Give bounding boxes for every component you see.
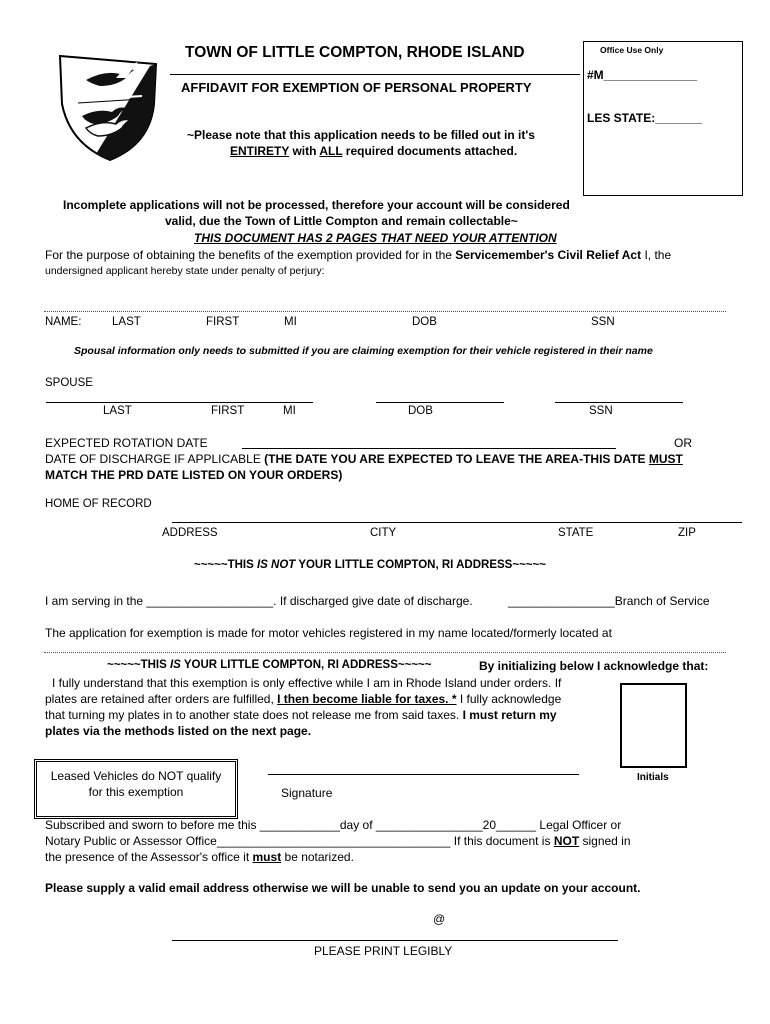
- discharge-label: DATE OF DISCHARGE IF APPLICABLE (THE DATE YOU ARE EXPECTED TO LEAVE THE AREA-THIS DATE MUST: [45, 452, 683, 466]
- spouse-note: Spousal information only needs to submitted if you are claiming exemption for their vehicle registered in their name: [74, 345, 653, 357]
- town-seal-logo: [56, 52, 160, 164]
- initial-acknowledge-label: By initializing below I acknowledge that:: [479, 659, 709, 673]
- initials-label: Initials: [637, 772, 669, 783]
- branch-of-service-field[interactable]: ________________Branch of Service: [508, 594, 710, 608]
- home-of-record-label: HOME OF RECORD: [45, 498, 152, 510]
- spouse-ssn-line[interactable]: [555, 402, 683, 403]
- note-line-2: ENTIRETY with ALL required documents attached.: [230, 144, 518, 158]
- state-label: STATE: [558, 527, 594, 539]
- is-address-notice: ~~~~~THIS IS YOUR LITTLE COMPTON, RI ADDRESS~~~~~: [107, 659, 432, 671]
- signature-label: Signature: [281, 786, 333, 800]
- name-label: NAME:: [45, 316, 82, 328]
- ssn-label: SSN: [591, 316, 615, 328]
- spouse-dob-label: DOB: [408, 405, 433, 417]
- page-title: TOWN OF LITTLE COMPTON, RHODE ISLAND: [185, 44, 525, 61]
- acknowledge-line-4: plates via the methods listed on the next page.: [45, 724, 312, 738]
- serving-in-field[interactable]: I am serving in the ___________________. If discharged give date of discharge.: [45, 594, 473, 608]
- acknowledge-line-2: plates are retained after orders are fulfilled, I then become liable for taxes. * I fully acknowledge: [45, 692, 562, 706]
- spouse-mi-label: MI: [283, 405, 296, 417]
- leased-vehicles-box: [34, 759, 238, 819]
- spouse-ssn-label: SSN: [589, 405, 613, 417]
- spouse-last-label: LAST: [103, 405, 132, 417]
- form-subtitle: AFFIDAVIT FOR EXEMPTION OF PERSONAL PROPERTY: [181, 80, 532, 95]
- dob-label: DOB: [412, 316, 437, 328]
- leased-line-2: for this exemption: [88, 785, 184, 799]
- notary-line-3: the presence of the Assessor's office it must be notarized.: [45, 850, 354, 864]
- last-label: LAST: [112, 316, 141, 328]
- note-line-1: ~Please note that this application needs to be filled out in it's: [187, 128, 535, 142]
- notary-line-1[interactable]: Subscribed and sworn to before me this ____________day of ________________20______ Legal Officer or: [45, 818, 622, 832]
- acknowledge-line-1: I fully understand that this exemption is only effective while I am in Rhode Island under orders. If: [52, 676, 562, 690]
- home-address-line[interactable]: [172, 522, 742, 523]
- incomplete-notice-1: Incomplete applications will not be processed, therefore your account will be considered: [63, 198, 570, 212]
- first-label: FIRST: [206, 316, 240, 328]
- leased-line-1: Leased Vehicles do NOT qualify: [50, 769, 222, 783]
- mi-label: MI: [284, 316, 297, 328]
- m-number-field[interactable]: #M______________: [587, 68, 698, 82]
- acknowledge-line-3: that turning my plates in to another state does not release me from said taxes. I must return my: [45, 708, 557, 722]
- not-address-notice: ~~~~~THIS IS NOT YOUR LITTLE COMPTON, RI ADDRESS~~~~~: [194, 559, 546, 571]
- notary-line-2[interactable]: Notary Public or Assessor Office___________________________________ If this document is NOT signed in: [45, 834, 631, 848]
- print-legibly-label: PLEASE PRINT LEGIBLY: [314, 944, 453, 958]
- email-notice: Please supply a valid email address otherwise we will be unable to send you an update on your account.: [45, 881, 641, 895]
- les-state-field[interactable]: LES STATE:_______: [587, 111, 702, 125]
- spouse-dob-line[interactable]: [376, 402, 504, 403]
- email-input-line[interactable]: [172, 940, 618, 941]
- application-statement: The application for exemption is made for motor vehicles registered in my name located/formerly located at: [45, 626, 612, 640]
- header-rule: [170, 74, 580, 75]
- zip-label: ZIP: [678, 527, 696, 539]
- rotation-date-label: EXPECTED ROTATION DATE: [45, 436, 208, 450]
- purpose-statement-2: undersigned applicant hereby state under penalty of perjury:: [45, 265, 325, 277]
- city-label: CITY: [370, 527, 397, 539]
- office-use-label: Office Use Only: [600, 45, 664, 55]
- rotation-date-line[interactable]: [242, 448, 616, 449]
- signature-line[interactable]: [268, 774, 579, 775]
- attention-notice: THIS DOCUMENT HAS 2 PAGES THAT NEED YOUR ATTENTION: [194, 231, 557, 245]
- spouse-first-label: FIRST: [211, 405, 245, 417]
- spouse-name-line[interactable]: [46, 402, 313, 403]
- or-label: OR: [674, 436, 692, 450]
- purpose-statement: For the purpose of obtaining the benefits of the exemption provided for in the Servicemember's Civil Relief Act I, the: [45, 248, 672, 262]
- initials-box[interactable]: [620, 683, 687, 768]
- shield-seal-icon: [56, 52, 160, 164]
- discharge-label-2: MATCH THE PRD DATE LISTED ON YOUR ORDERS): [45, 468, 343, 482]
- incomplete-notice-2: valid, due the Town of Little Compton and remain collectable~: [165, 214, 518, 228]
- spouse-label: SPOUSE: [45, 377, 93, 389]
- vehicle-address-line[interactable]: [44, 652, 726, 653]
- name-entry-line[interactable]: [44, 311, 726, 312]
- email-at-symbol: @: [433, 912, 446, 926]
- address-label: ADDRESS: [162, 527, 218, 539]
